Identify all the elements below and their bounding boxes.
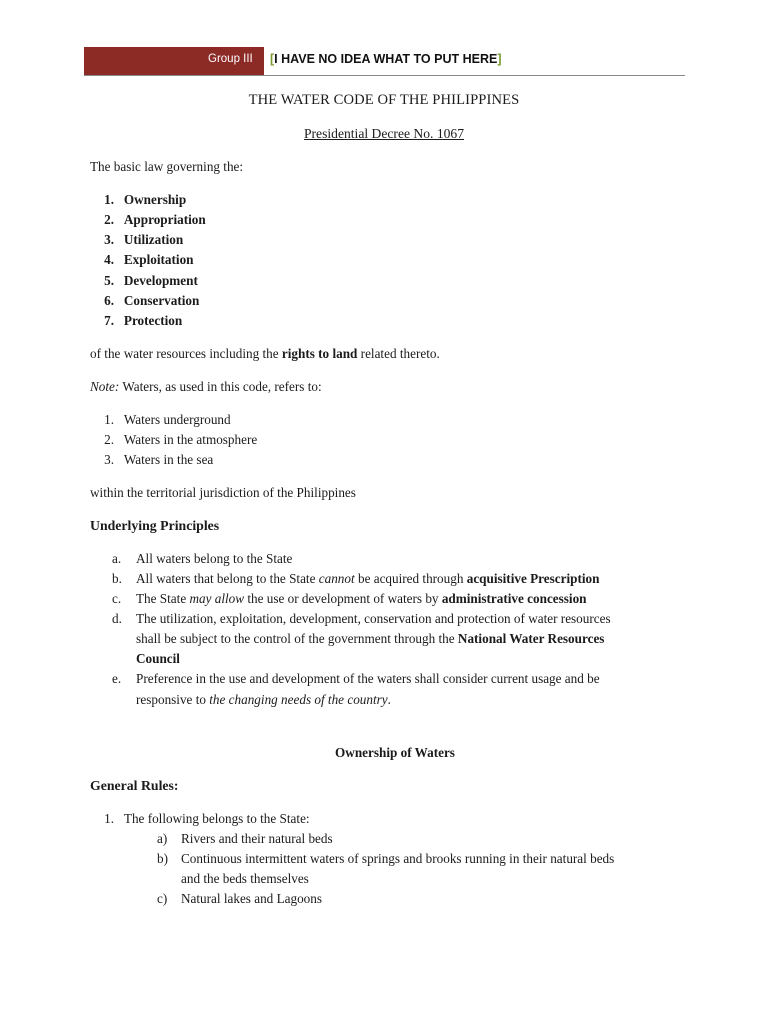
state-item-b-line2: and the beds themselves	[181, 871, 309, 886]
header-bracket-close: ]	[497, 52, 502, 66]
header-divider	[84, 75, 685, 76]
principle-item-c: c. The State may allow the use or development of waters by administrative concession	[112, 591, 587, 606]
list-item: 1. Ownership	[104, 192, 187, 207]
list-item: 3. Utilization	[104, 232, 184, 247]
principle-item-d-line2: shall be subject to the control of the government through the National Water Resources	[136, 631, 605, 646]
document-title: THE WATER CODE OF THE PHILIPPINES	[248, 92, 520, 108]
list-item: 1. Waters underground	[104, 412, 231, 427]
document-subtitle	[0, 126, 768, 142]
jurisdiction-line: within the territorial jurisdiction of the Philippines	[90, 485, 356, 500]
list-item: 4. Exploitation	[104, 252, 194, 267]
principle-item-e-line2: responsive to the changing needs of the country.	[136, 692, 391, 707]
list-item: 5. Development	[104, 273, 198, 288]
state-item-a: a) Rivers and their natural beds	[157, 831, 333, 846]
list-item: 2. Waters in the atmosphere	[104, 432, 258, 447]
header-title	[270, 52, 502, 66]
principles-heading: Underlying Principles	[90, 518, 220, 533]
rule-1: 1. The following belongs to the State:	[104, 811, 310, 826]
note-line: Note: Waters, as used in this code, refers to:	[90, 379, 322, 394]
principle-item-d-line3: Council	[136, 651, 180, 666]
principle-item-e: e. Preference in the use and development of the waters shall consider current usage and be	[112, 671, 600, 686]
list-item: 7. Protection	[104, 313, 183, 328]
document-subtitle-text: Presidential Decree No. 1067	[303, 126, 465, 141]
list-item: 6. Conservation	[104, 293, 200, 308]
intro-text: The basic law governing the:	[90, 159, 244, 174]
list-item: 3. Waters in the sea	[104, 452, 214, 467]
principle-item-a: a. All waters belong to the State	[112, 551, 293, 566]
general-rules-heading: General Rules:	[90, 778, 179, 793]
principle-item-b: b. All waters that belong to the State cannot be acquired through acquisitive Prescription	[112, 571, 600, 586]
principle-item-d: d. The utilization, exploitation, development, conservation and protection of water resources	[112, 611, 611, 626]
header-bracket-open: [	[270, 52, 275, 66]
state-item-b: b) Continuous intermittent waters of springs and brooks running in their natural beds	[157, 851, 615, 866]
header-group-label: Group III	[208, 53, 253, 65]
state-item-c: c) Natural lakes and Lagoons	[157, 891, 322, 906]
resources-line: of the water resources including the rights to land related thereto.	[90, 346, 440, 361]
ownership-heading: Ownership of Waters	[335, 745, 455, 760]
list-item: 2. Appropriation	[104, 212, 206, 227]
header-title-text: I HAVE NO IDEA WHAT TO PUT HERE	[274, 52, 498, 66]
